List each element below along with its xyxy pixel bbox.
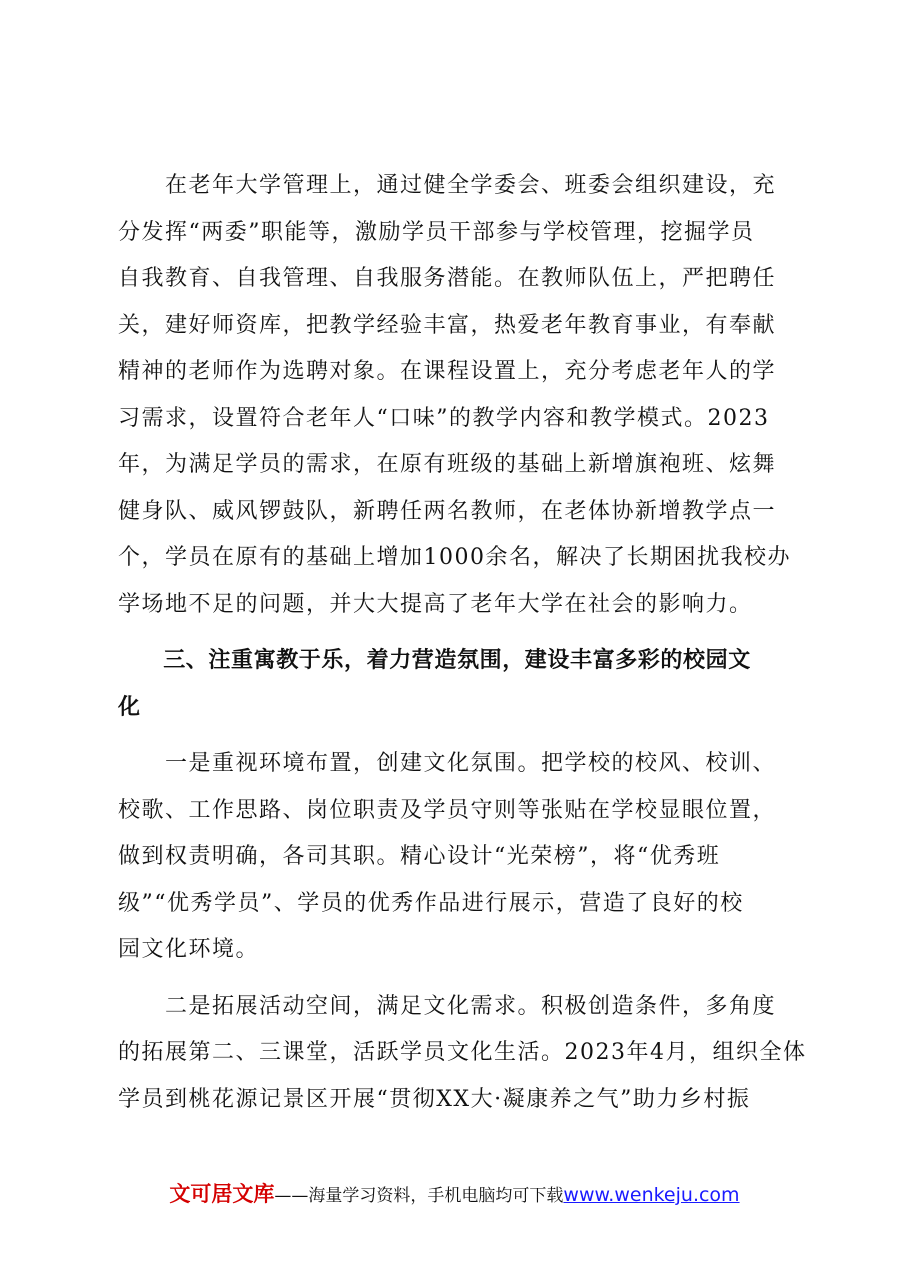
paragraph-spacer — [118, 974, 808, 984]
text-line: 年，为满足学员的需求，在原有班级的基础上新增旗袍班、炫舞 — [118, 452, 777, 477]
heading-line: 三、注重寓教于乐，着力营造氛围，建设丰富多彩的校园文 — [118, 648, 751, 673]
paragraph-spacer — [118, 628, 808, 638]
section-heading — [118, 638, 808, 731]
text-line: 自我教育、自我管理、自我服务潜能。在教师队伍上，严把聘任 — [118, 266, 777, 291]
text-line: 个，学员在原有的基础上增加1000余名，解决了长期困扰我校办 — [118, 545, 791, 570]
document-body — [118, 163, 808, 1123]
text-line: 园文化环境。 — [118, 937, 260, 962]
text-line: 学员到桃花源记景区开展“贯彻XX大·凝康养之气”助力乡村振 — [118, 1086, 751, 1112]
text-line: 精神的老师作为选聘对象。在课程设置上，充分考虑老年人的学 — [118, 359, 777, 384]
text-line: 二是拓展活动空间，满足文化需求。积极创造条件，多角度 — [118, 993, 777, 1019]
text-line: 习需求，设置符合老年人“口味”的教学内容和教学模式。2023 — [118, 405, 770, 431]
heading-line: 化 — [118, 694, 141, 720]
footer-banner — [0, 1178, 909, 1208]
text-line: 健身队、威风锣鼓队，新聘任两名教师，在老体协新增教学点一 — [118, 498, 777, 524]
paragraph-environment — [118, 741, 808, 974]
footer-brand: 文可居文库 — [169, 1182, 275, 1206]
text-line: 学场地不足的问题，并大大提高了老年大学在社会的影响力。 — [118, 591, 753, 617]
text-line: 级”“优秀学员”、学员的优秀作品进行展示，营造了良好的校 — [118, 890, 744, 916]
footer-slogan: ——海量学习资料，手机电脑均可下载 — [274, 1186, 564, 1206]
footer-url-link[interactable]: www.wenkeju.com — [563, 1184, 740, 1206]
text-line: 一是重视环境布置，创建文化氛围。把学校的校风、校训、 — [118, 751, 777, 776]
text-line: 做到权责明确，各司其职。精心设计“光荣榜”，将“优秀班 — [118, 844, 721, 869]
text-line: 的拓展第二、三课堂，活跃学员文化生活。2023年4月，组织全体 — [118, 1040, 807, 1065]
paragraph-spacer — [118, 731, 808, 741]
text-line: 校歌、工作思路、岗位职责及学员守则等张贴在学校显眼位置， — [118, 797, 777, 823]
text-line: 在老年大学管理上，通过健全学委会、班委会组织建设，充 — [118, 173, 777, 198]
text-line: 分发挥“两委”职能等，激励学员干部参与学校管理，挖掘学员 — [118, 219, 755, 245]
paragraph-activities — [118, 984, 808, 1124]
text-line: 关，建好师资库，把教学经验丰富，热爱老年教育事业，有奉献 — [118, 312, 777, 338]
paragraph-management — [118, 163, 808, 628]
